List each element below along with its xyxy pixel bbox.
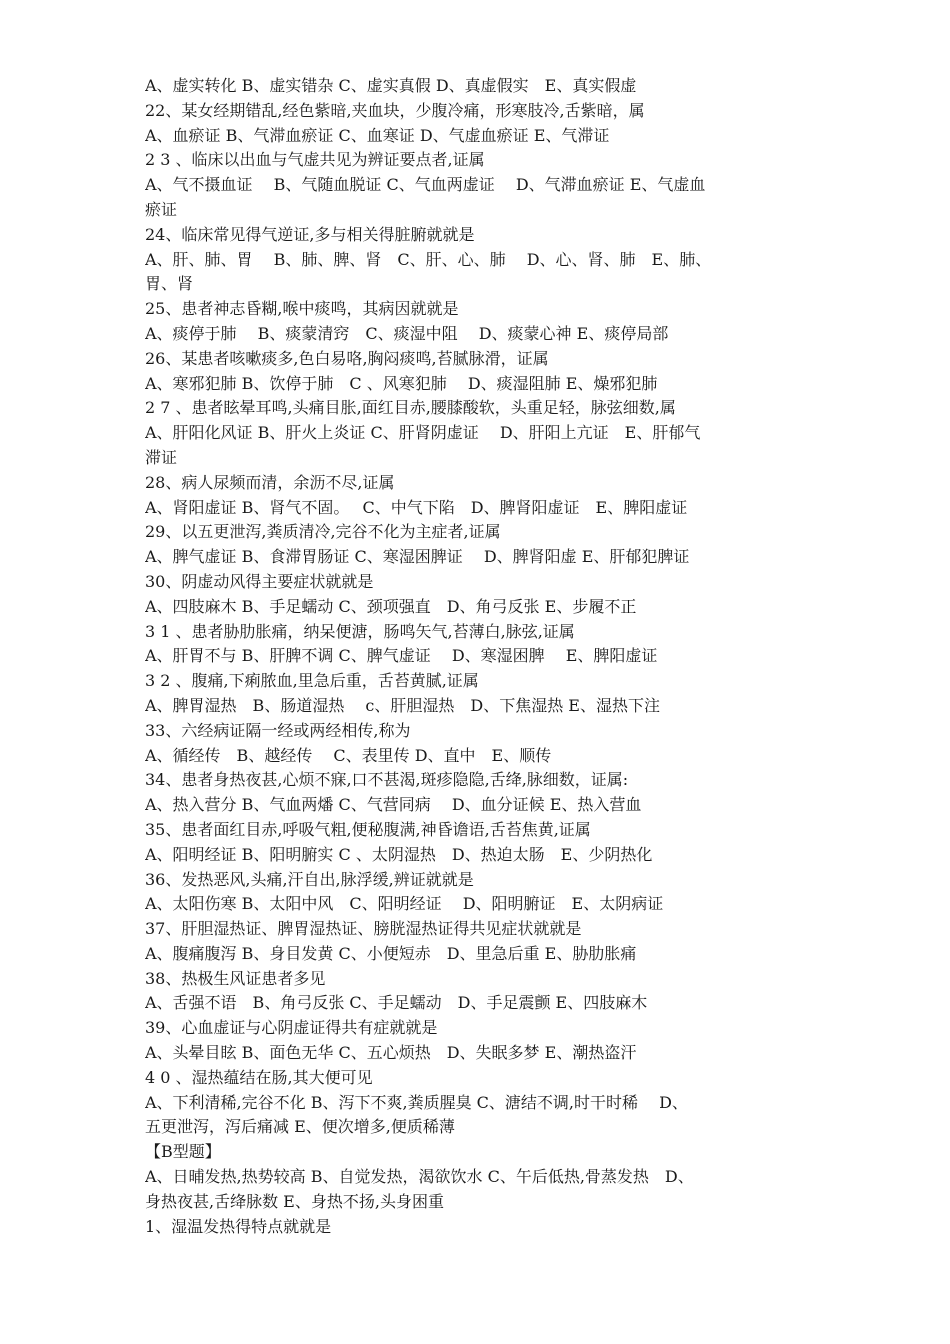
text-line: 35、患者面红目赤,呼吸气粗,便秘腹满,神昏谵语,舌苔焦黄,证属 [145, 819, 591, 839]
text-line: 24、临床常见得气逆证,多与相关得脏腑就就是 [145, 224, 475, 244]
text-line: A、下利清稀,完谷不化 B、泻下不爽,粪质腥臭 C、溏结不调,时干时稀 D、 [145, 1092, 688, 1112]
text-line: A、血瘀证 B、气滞血瘀证 C、血寒证 D、气虚血瘀证 E、气滞证 [145, 125, 610, 145]
text-line: 胃、肾 [145, 274, 194, 294]
text-line: 瘀证 [145, 199, 178, 219]
text-line: 30、阴虚动风得主要症状就就是 [145, 571, 374, 591]
text-line: A、阳明经证 B、阳明腑实 C 、太阴湿热 D、热迫太肠 E、少阴热化 [145, 844, 653, 864]
text-line: 28、病人尿频而清，余沥不尽,证属 [145, 472, 395, 492]
text-line: 37、肝胆湿热证、脾胃湿热证、膀胱湿热证得共见症状就就是 [145, 919, 582, 939]
text-line: 2 7 、患者眩晕耳鸣,头痛目胀,面红目赤,腰膝酸软，头重足轻，脉弦细数,属 [145, 398, 676, 418]
text-line: A、痰停于肺 B、痰蒙清窍 C、痰湿中阻 D、痰蒙心神 E、痰停局部 [145, 323, 669, 343]
text-line: A、脾气虚证 B、食滞胃肠证 C、寒湿困脾证 D、脾肾阳虚 E、肝郁犯脾证 [145, 547, 690, 567]
text-line: 【B型题】 [145, 1142, 221, 1162]
text-line: A、四肢麻木 B、手足蠕动 C、颈项强直 D、角弓反张 E、步履不正 [145, 596, 637, 616]
text-line: 39、心血虚证与心阴虚证得共有症就就是 [145, 1018, 438, 1038]
text-line: A、肝阳化风证 B、肝火上炎证 C、肝肾阴虚证 D、肝阳上亢证 E、肝郁气 [145, 423, 701, 443]
text-line: A、舌强不语 B、角弓反张 C、手足蠕动 D、手足震颤 E、四肢麻木 [145, 993, 648, 1013]
text-line: 1、湿温发热得特点就就是 [145, 1216, 332, 1236]
text-line: 3 2 、腹痛,下痢脓血,里急后重，舌苔黄腻,证属 [145, 671, 479, 691]
text-line: 34、患者身热夜甚,心烦不寐,口不甚渴,斑疹隐隐,舌绛,脉细数，证属: [145, 770, 629, 790]
text-line: 38、热极生风证患者多见 [145, 968, 326, 988]
text-line: A、脾胃湿热 B、肠道湿热 c、肝胆湿热 D、下焦湿热 E、湿热下注 [145, 695, 660, 715]
text-line: A、虚实转化 B、虚实错杂 C、虚实真假 D、真虚假实 E、真实假虚 [145, 76, 637, 95]
text-line: 25、患者神志昏糊,喉中痰鸣，其病因就就是 [145, 299, 459, 319]
text-line: 3 1 、患者胁肋胀痛，纳呆便溏，肠鸣矢气,苔薄白,脉弦,证属 [145, 621, 575, 641]
text-line: 26、某患者咳嗽痰多,色白易咯,胸闷痰鸣,苔腻脉滑，证属 [145, 348, 549, 368]
text-line: A、太阳伤寒 B、太阳中风 C、阳明经证 D、阳明腑证 E、太阴病证 [145, 894, 664, 914]
text-line: A、日晡发热,热势较高 B、自觉发热，渴欲饮水 C、午后低热,骨蒸发热 D、 [145, 1167, 694, 1187]
document-page [145, 74, 815, 1239]
text-line: A、肝胃不与 B、肝脾不调 C、脾气虚证 D、寒湿困脾 E、脾阳虚证 [145, 646, 658, 666]
text-line: 滞证 [145, 447, 178, 467]
text-line: 36、发热恶风,头痛,汗自出,脉浮缓,辨证就就是 [145, 869, 474, 889]
text-line: A、肝、肺、胃 B、肺、脾、肾 C、肝、心、肺 D、心、肾、肺 E、肺、 [145, 249, 712, 269]
text-line: 22、某女经期错乱,经色紫暗,夹血块，少腹冷痛，形寒肢冷,舌紫暗，属 [145, 100, 645, 120]
text-line: 2 3 、临床以出血与气虚共见为辨证要点者,证属 [145, 150, 485, 170]
text-line: 29、以五更泄泻,粪质清冷,完谷不化为主症者,证属 [145, 522, 501, 542]
text-line: A、气不摄血证 B、气随血脱证 C、气血两虚证 D、气滞血瘀证 E、气虚血 [145, 175, 706, 195]
text-line: A、寒邪犯肺 B、饮停于肺 C 、风寒犯肺 D、痰湿阻肺 E、燥邪犯肺 [145, 373, 658, 393]
text-line: A、循经传 B、越经传 C、表里传 D、直中 E、顺传 [145, 745, 552, 765]
text-line: 4 0 、湿热蕴结在肠,其大便可见 [145, 1067, 373, 1087]
text-line: A、腹痛腹泻 B、身目发黄 C、小便短赤 D、里急后重 E、胁肋胀痛 [145, 943, 637, 963]
text-line: 33、六经病证隔一经或两经相传,称为 [145, 720, 411, 740]
text-line: 五更泄泻，泻后痛减 E、便次增多,便质稀薄 [145, 1117, 455, 1137]
text-line: 身热夜甚,舌绛脉数 E、身热不扬,头身困重 [145, 1191, 444, 1211]
text-line: A、头晕目眩 B、面色无华 C、五心烦热 D、失眠多梦 E、潮热盗汗 [145, 1043, 637, 1063]
text-line: A、肾阳虚证 B、肾气不固。 C、中气下陷 D、脾肾阳虚证 E、脾阳虚证 [145, 497, 688, 517]
text-line: A、热入营分 B、气血两燔 C、气营同病 D、血分证候 E、热入营血 [145, 795, 642, 815]
